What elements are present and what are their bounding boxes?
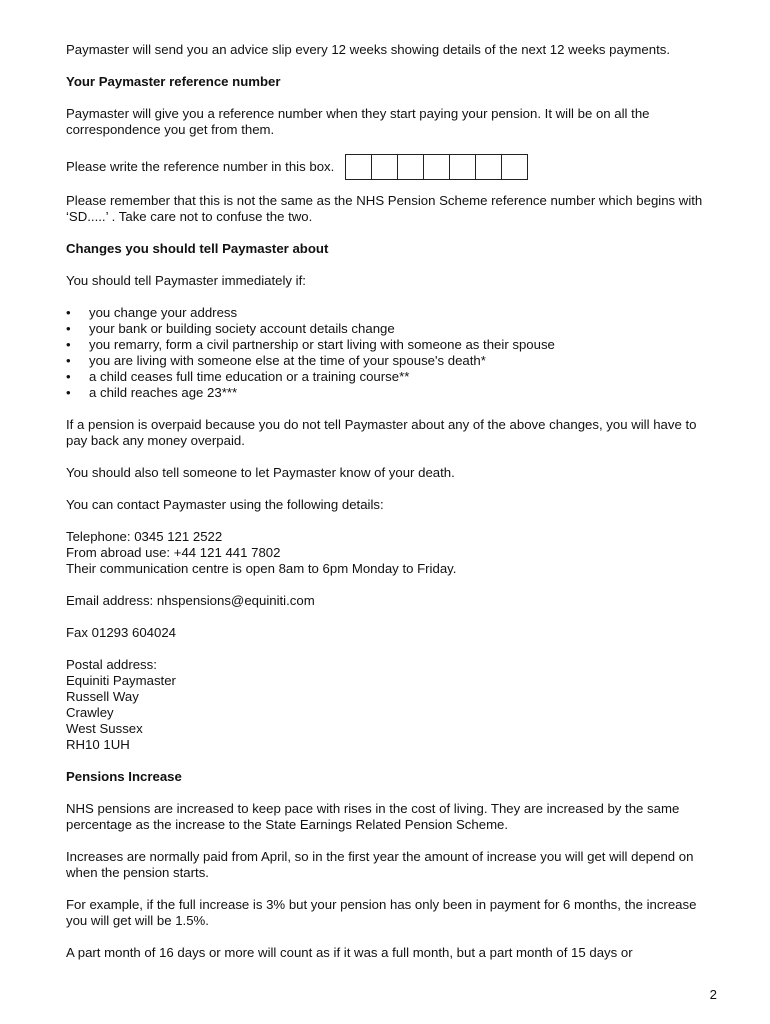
ref-number-row bbox=[66, 154, 716, 180]
list-item: • your bank or building society account details change bbox=[66, 321, 716, 337]
hours-line: Their communication centre is open 8am to 6pm Monday to Friday. bbox=[66, 561, 457, 576]
changes-lead: You should tell Paymaster immediately if: bbox=[66, 273, 306, 288]
list-item: • a child ceases full time education or a training course** bbox=[66, 369, 716, 385]
contact-lead: You can contact Paymaster using the following details: bbox=[66, 497, 384, 512]
document-page bbox=[66, 42, 716, 977]
fax-line: Fax 01293 604024 bbox=[66, 625, 176, 640]
changes-heading: Changes you should tell Paymaster about bbox=[66, 241, 329, 256]
list-item: • you are living with someone else at the time of your spouse's death* bbox=[66, 353, 716, 369]
ref-warning-paragraph: Please remember that this is not the same as the NHS Pension Scheme reference number which begins with ‘SD.....’ . Take care not to confuse the two. bbox=[66, 193, 703, 224]
phone-block bbox=[66, 529, 716, 577]
ref-digit-box[interactable] bbox=[424, 155, 450, 179]
abroad-line: From abroad use: +44 121 441 7802 bbox=[66, 545, 281, 560]
ref-digit-box[interactable] bbox=[450, 155, 476, 179]
ref-heading: Your Paymaster reference number bbox=[66, 74, 281, 89]
ref-digit-box[interactable] bbox=[476, 155, 502, 179]
address-line: West Sussex bbox=[66, 721, 143, 736]
ref-paragraph: Paymaster will give you a reference number when they start paying your pension. It will be on all the correspondence you get from them. bbox=[66, 106, 650, 137]
address-line: Russell Way bbox=[66, 689, 139, 704]
telephone-line: Telephone: 0345 121 2522 bbox=[66, 529, 223, 544]
address-line: RH10 1UH bbox=[66, 737, 130, 752]
address-line: Equiniti Paymaster bbox=[66, 673, 176, 688]
page-number: 2 bbox=[709, 987, 717, 1002]
postal-address-block bbox=[66, 657, 716, 753]
increase-heading: Pensions Increase bbox=[66, 769, 182, 784]
email-line: Email address: nhspensions@equiniti.com bbox=[66, 593, 315, 608]
overpaid-paragraph: If a pension is overpaid because you do not tell Paymaster about any of the above changes, you will have to pay back any money overpaid. bbox=[66, 417, 697, 448]
intro-paragraph: Paymaster will send you an advice slip every 12 weeks showing details of the next 12 weeks payments. bbox=[66, 42, 671, 57]
address-line: Crawley bbox=[66, 705, 114, 720]
postal-label: Postal address: bbox=[66, 657, 157, 672]
list-item: • a child reaches age 23*** bbox=[66, 385, 716, 401]
changes-list bbox=[66, 305, 716, 401]
ref-prompt: Please write the reference number in this box. bbox=[66, 159, 335, 174]
ref-number-boxes[interactable] bbox=[345, 154, 528, 180]
ref-digit-box[interactable] bbox=[398, 155, 424, 179]
increase-paragraph: NHS pensions are increased to keep pace with rises in the cost of living. They are increased by the same percentage as the increase to the State Earnings Related Pension Scheme. bbox=[66, 801, 680, 832]
list-item: • you change your address bbox=[66, 305, 716, 321]
ref-digit-box[interactable] bbox=[502, 155, 527, 179]
increase-paragraph: A part month of 16 days or more will count as if it was a full month, but a part month of 15 days or bbox=[66, 945, 633, 960]
death-paragraph: You should also tell someone to let Paymaster know of your death. bbox=[66, 465, 455, 480]
ref-digit-box[interactable] bbox=[346, 155, 372, 179]
increase-paragraph: For example, if the full increase is 3% but your pension has only been in payment for 6 months, the increase you will get will be 1.5%. bbox=[66, 897, 697, 928]
increase-paragraph: Increases are normally paid from April, so in the first year the amount of increase you will get will depend on when the pension starts. bbox=[66, 849, 694, 880]
ref-digit-box[interactable] bbox=[372, 155, 398, 179]
list-item: • you remarry, form a civil partnership or start living with someone as their spouse bbox=[66, 337, 716, 353]
